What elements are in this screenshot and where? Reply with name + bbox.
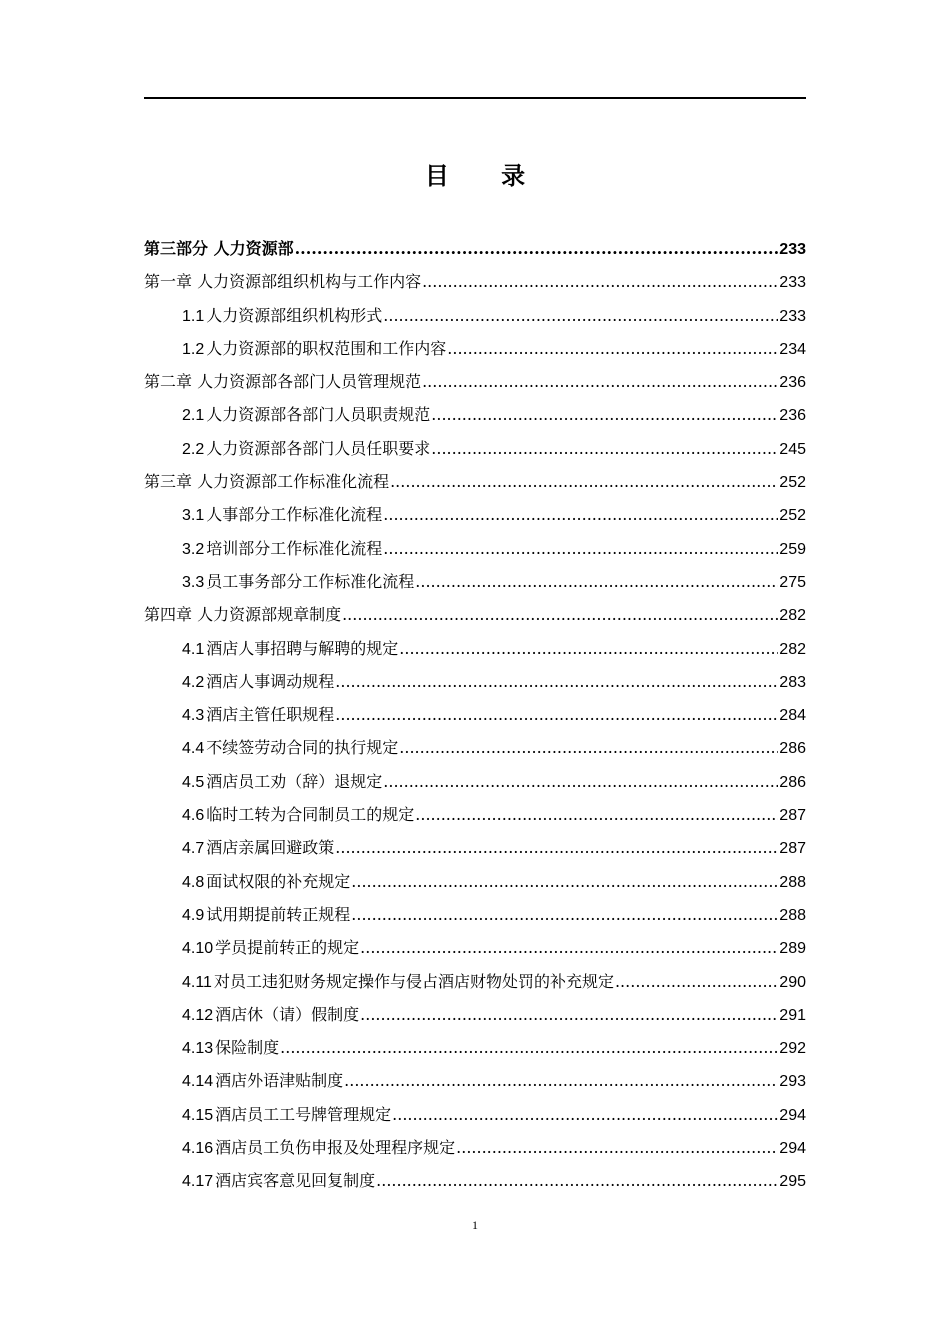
- toc-entry-number: 3.2: [182, 540, 205, 558]
- toc-entry[interactable]: [144, 831, 806, 864]
- toc-entry-number: 4.15: [182, 1106, 214, 1124]
- toc-entry-text: 第三部分 人力资源部: [144, 239, 294, 258]
- toc-leader-dots: [456, 1131, 778, 1164]
- toc-entry-text: 人力资源部各部门人员职责规范: [206, 405, 431, 425]
- toc-entry-text: 酒店外语津贴制度: [215, 1071, 344, 1091]
- toc-entry-label: [182, 1031, 279, 1065]
- toc-entry-text: 人力资源部组织机构形式: [206, 305, 383, 325]
- toc-entry-number: 3.3: [182, 573, 205, 591]
- toc-entry-page: 288: [779, 873, 806, 891]
- toc-entry[interactable]: [144, 465, 806, 498]
- toc-entry[interactable]: [144, 798, 806, 831]
- toc-entry-text: 学员提前转正的规定: [215, 938, 360, 958]
- toc-entry-label: [182, 898, 350, 932]
- toc-leader-dots: [335, 665, 778, 698]
- toc-entry-label: [182, 765, 382, 799]
- toc-entry-text: 酒店员工工号牌管理规定: [215, 1104, 392, 1124]
- toc-entry-number: 4.8: [182, 873, 205, 891]
- toc-entry-text: 酒店员工劝（辞）退规定: [206, 771, 383, 791]
- toc-entry-label: [182, 1164, 375, 1198]
- toc-entry-label: [182, 865, 350, 899]
- toc-leader-dots: [360, 998, 778, 1031]
- toc-entry-label: [182, 665, 334, 699]
- toc-entry[interactable]: [144, 398, 806, 431]
- toc-entry-number: 4.3: [182, 707, 205, 725]
- toc-entry-number: 4.4: [182, 740, 205, 758]
- toc-entry-label: [144, 365, 421, 398]
- toc-entry-page: 286: [779, 740, 806, 758]
- toc-entry-number: 4.16: [182, 1140, 214, 1158]
- toc-entry[interactable]: [144, 898, 806, 931]
- toc-entry-label: [182, 432, 430, 466]
- toc-entry-text: 人力资源部各部门人员任职要求: [206, 438, 431, 458]
- toc-entry-label: [182, 1064, 343, 1098]
- toc-entry-text: 人力资源部的职权范围和工作内容: [206, 338, 447, 358]
- toc-entry[interactable]: [144, 665, 806, 698]
- toc-entry-text: 酒店人事招聘与解聘的规定: [206, 638, 399, 658]
- toc-entry-label: [182, 498, 382, 532]
- toc-entry-label: [182, 831, 334, 865]
- toc-entry-number: 2.1: [182, 407, 205, 425]
- toc-entry-number: 1.2: [182, 340, 205, 358]
- toc-entry[interactable]: [144, 365, 806, 398]
- toc-entry-label: [182, 965, 614, 999]
- toc-entry-page: 259: [779, 540, 806, 558]
- toc-leader-dots: [431, 398, 778, 431]
- toc-entry-text: 酒店员工负伤申报及处理程序规定: [215, 1138, 456, 1158]
- toc-entry-page: 252: [779, 507, 806, 525]
- toc-leader-dots: [447, 332, 778, 365]
- toc-entry-text: 培训部分工作标准化流程: [206, 538, 383, 558]
- toc-entry-label: [182, 998, 359, 1032]
- toc-leader-dots: [376, 1164, 778, 1197]
- toc-entry-page: 290: [779, 973, 806, 991]
- toc-entry[interactable]: [144, 765, 806, 798]
- toc-entry[interactable]: [144, 1098, 806, 1131]
- toc-entry[interactable]: [144, 931, 806, 964]
- toc-entry-page: 282: [779, 640, 806, 658]
- toc-leader-dots: [335, 698, 778, 731]
- toc-entry[interactable]: [144, 532, 806, 565]
- toc-entry-number: 4.12: [182, 1006, 214, 1024]
- toc-leader-dots: [392, 1098, 778, 1131]
- toc-entry-number: 4.10: [182, 940, 214, 958]
- toc-leader-dots: [415, 798, 778, 831]
- toc-leader-dots: [335, 831, 778, 864]
- toc-entry-page: 252: [779, 474, 806, 492]
- toc-entry-number: 4.13: [182, 1040, 214, 1058]
- toc-entry-text: 酒店主管任职规程: [206, 705, 335, 725]
- toc-entry[interactable]: [144, 865, 806, 898]
- toc-entry[interactable]: [144, 1064, 806, 1097]
- toc-entry-text: 酒店宾客意见回复制度: [215, 1171, 376, 1191]
- toc-entry-label: [182, 565, 414, 599]
- toc-entry-page: 288: [779, 906, 806, 924]
- toc-entry-number: 4.2: [182, 673, 205, 691]
- toc-leader-dots: [383, 765, 778, 798]
- toc-entry-label: [182, 299, 382, 333]
- toc-leader-dots: [351, 865, 778, 898]
- toc-entry[interactable]: [144, 965, 806, 998]
- toc-entry-text: 临时工转为合同制员工的规定: [206, 805, 415, 825]
- toc-entry-label: [182, 698, 334, 732]
- toc-entry-text: 面试权限的补充规定: [206, 871, 351, 891]
- toc-entry-page: 284: [779, 707, 806, 725]
- toc-entry-page: 291: [779, 1006, 806, 1024]
- toc-leader-dots: [399, 632, 778, 665]
- toc-entry-label: [182, 1131, 455, 1165]
- toc-leader-dots: [383, 299, 778, 332]
- toc-entry[interactable]: [144, 232, 806, 265]
- toc-leader-dots: [383, 532, 778, 565]
- toc-leader-dots: [280, 1031, 778, 1064]
- toc-leader-dots: [344, 1064, 778, 1097]
- toc-leader-dots: [615, 965, 778, 998]
- toc-entry-page: 292: [779, 1040, 806, 1058]
- toc-entry-page: 233: [779, 274, 806, 292]
- toc-leader-dots: [351, 898, 778, 931]
- toc-entry[interactable]: [144, 565, 806, 598]
- toc-entry[interactable]: [144, 598, 806, 631]
- toc-entry[interactable]: [144, 332, 806, 365]
- page-title: 目 录: [424, 161, 548, 190]
- toc-entry[interactable]: [144, 299, 806, 332]
- toc-entry-label: [182, 532, 382, 566]
- toc-entry-number: 4.7: [182, 840, 205, 858]
- page-number: 1: [472, 1218, 478, 1232]
- toc-entry-page: 287: [779, 807, 806, 825]
- toc-entry-number: 3.1: [182, 507, 205, 525]
- toc-entry-text: 保险制度: [215, 1038, 280, 1058]
- toc-entry[interactable]: [144, 1031, 806, 1064]
- toc-entry-page: 283: [779, 673, 806, 691]
- toc-entry-text: 员工事务部分工作标准化流程: [206, 571, 415, 591]
- toc-entry-text: 对员工违犯财务规定操作与侵占酒店财物处罚的补充规定: [213, 971, 614, 991]
- toc-entry[interactable]: [144, 1131, 806, 1164]
- toc-entry-text: 酒店亲属回避政策: [206, 838, 335, 858]
- toc-entry-label: [182, 632, 398, 666]
- toc-entry-page: 293: [779, 1073, 806, 1091]
- toc-entry-page: 289: [779, 940, 806, 958]
- toc-leader-dots: [295, 232, 779, 265]
- toc-entry[interactable]: [144, 998, 806, 1031]
- toc-entry-label: [182, 1098, 391, 1132]
- table-of-contents: [144, 232, 806, 1198]
- toc-leader-dots: [422, 265, 778, 298]
- toc-entry[interactable]: [144, 432, 806, 465]
- toc-entry-text: 人事部分工作标准化流程: [206, 505, 383, 525]
- toc-entry-text: 第三章 人力资源部工作标准化流程: [144, 472, 390, 492]
- toc-entry-label: [182, 731, 398, 765]
- toc-entry-label: [144, 232, 294, 265]
- toc-entry-page: 287: [779, 840, 806, 858]
- toc-entry-page: 236: [779, 374, 806, 392]
- toc-entry-page: 233: [779, 241, 806, 258]
- toc-entry[interactable]: [144, 265, 806, 298]
- toc-entry-number: 4.5: [182, 773, 205, 791]
- toc-entry-label: [182, 931, 359, 965]
- toc-entry-text: 试用期提前转正规程: [206, 904, 351, 924]
- toc-entry-label: [182, 798, 414, 832]
- toc-entry-page: 286: [779, 773, 806, 791]
- toc-entry-text: 第四章 人力资源部规章制度: [144, 605, 342, 625]
- toc-leader-dots: [399, 731, 778, 764]
- toc-entry-page: 294: [779, 1140, 806, 1158]
- toc-leader-dots: [422, 365, 778, 398]
- toc-leader-dots: [360, 931, 778, 964]
- toc-leader-dots: [383, 498, 778, 531]
- toc-entry-page: 294: [779, 1106, 806, 1124]
- toc-entry[interactable]: [144, 698, 806, 731]
- toc-entry-number: 4.9: [182, 906, 205, 924]
- toc-leader-dots: [431, 432, 778, 465]
- toc-entry-number: 4.1: [182, 640, 205, 658]
- toc-entry-label: [144, 598, 341, 631]
- toc-entry-page: 295: [779, 1173, 806, 1191]
- toc-entry-label: [182, 332, 446, 366]
- toc-entry[interactable]: [144, 498, 806, 531]
- toc-entry-page: 245: [779, 440, 806, 458]
- toc-entry-page: 233: [779, 307, 806, 325]
- toc-entry-page: 236: [779, 407, 806, 425]
- toc-leader-dots: [390, 465, 778, 498]
- toc-entry-page: 275: [779, 573, 806, 591]
- toc-entry-text: 第二章 人力资源部各部门人员管理规范: [144, 372, 422, 392]
- toc-leader-dots: [342, 598, 778, 631]
- toc-entry-label: [144, 465, 389, 498]
- toc-entry-text: 第一章 人力资源部组织机构与工作内容: [144, 272, 422, 292]
- toc-entry-number: 4.6: [182, 807, 205, 825]
- toc-entry[interactable]: [144, 632, 806, 665]
- toc-entry-page: 234: [779, 340, 806, 358]
- toc-entry[interactable]: [144, 731, 806, 764]
- toc-entry-number: 4.11: [182, 973, 212, 991]
- toc-entry-text: 酒店人事调动规程: [206, 671, 335, 691]
- header-rule: [144, 97, 806, 99]
- toc-entry-page: 282: [779, 607, 806, 625]
- toc-entry-number: 1.1: [182, 307, 205, 325]
- toc-entry-number: 4.14: [182, 1073, 214, 1091]
- toc-entry-label: [144, 265, 421, 298]
- toc-entry-number: 2.2: [182, 440, 205, 458]
- toc-entry-text: 不续签劳动合同的执行规定: [206, 738, 399, 758]
- toc-leader-dots: [415, 565, 778, 598]
- toc-entry[interactable]: [144, 1164, 806, 1197]
- toc-entry-number: 4.17: [182, 1173, 214, 1191]
- toc-entry-label: [182, 398, 430, 432]
- toc-entry-text: 酒店休（请）假制度: [215, 1004, 360, 1024]
